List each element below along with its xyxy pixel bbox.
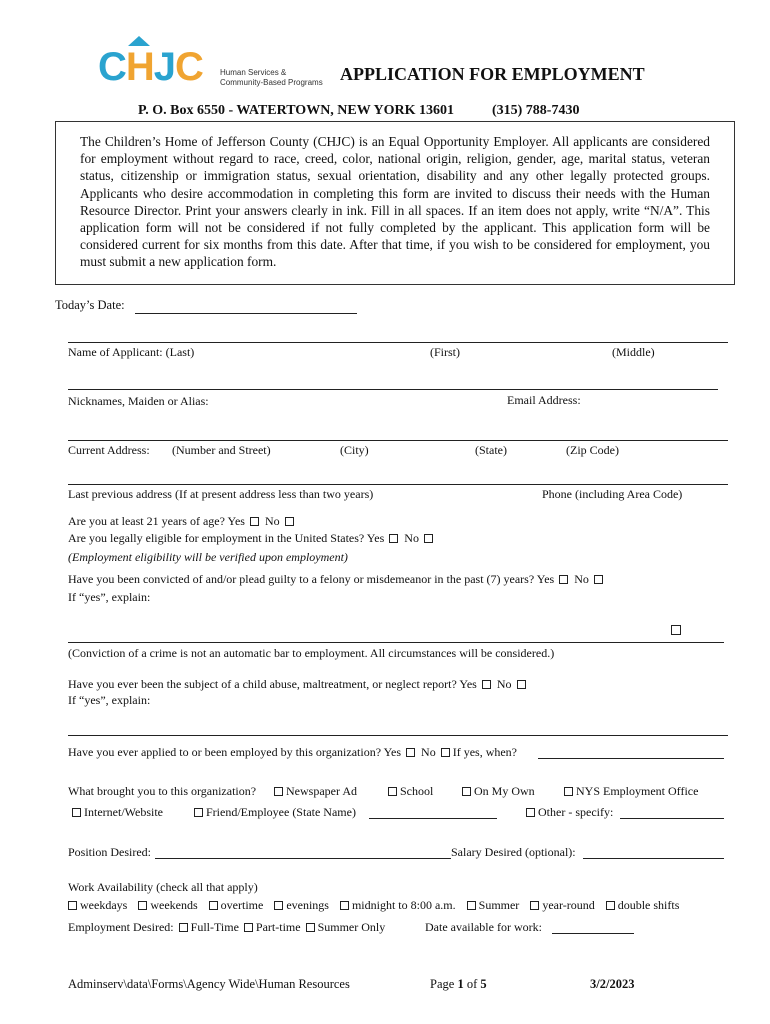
name-last-label: Name of Applicant: (Last) xyxy=(68,345,195,359)
part-time-checkbox[interactable] xyxy=(244,923,253,932)
eeo-notice: The Children’s Home of Jefferson County (CHJC) is an Equal Opportunity Employer. All applicants are considered for employment without regard to race, creed, color, national origin, religion, gender, age, marital status, veteran status, citizenship or immigration status, sexual orientation, disability and any other legally protected groups. Applicants who desire accommodation in completing this form are invited to discuss their needs with the Human Resource Director. Print your answers clearly in ink. Fill in all spaces. If an item does not apply, write “N/A”. This application form will not be considered if not fully completed by the applicant. This application form will be considered current for six months from this date. After that time, if you wish to be considered for employment, you must submit a new application form. xyxy=(55,121,735,285)
midnight-checkbox[interactable] xyxy=(340,901,349,910)
availability-label: Work Availability (check all that apply) xyxy=(68,880,258,894)
org-address: P. O. Box 6550 - WATERTOWN, NEW YORK 13601 xyxy=(138,103,454,118)
applied-question: Have you ever applied to or been employed by this organization? Yes No If yes, when? xyxy=(68,745,518,759)
opt-nys: NYS Employment Office xyxy=(562,784,698,799)
footer-path: Adminserv\data\Forms\Agency Wide\Human Resources xyxy=(68,977,350,991)
city-label: (City) xyxy=(340,443,369,457)
salary-field[interactable] xyxy=(583,858,724,859)
zip-label: (Zip Code) xyxy=(566,443,619,457)
email-label: Email Address: xyxy=(507,393,581,407)
full-time-checkbox[interactable] xyxy=(179,923,188,932)
year-round-checkbox[interactable] xyxy=(530,901,539,910)
logo-wordmark: CHJC xyxy=(98,45,203,89)
internet-checkbox[interactable] xyxy=(72,808,81,817)
felony-explain-field[interactable] xyxy=(68,642,724,643)
opt-own: On My Own xyxy=(460,784,535,799)
page-title: APPLICATION FOR EMPLOYMENT xyxy=(340,64,645,84)
referral-question: What brought you to this organization? xyxy=(68,784,257,798)
stray-checkbox[interactable] xyxy=(671,625,681,635)
on-my-own-checkbox[interactable] xyxy=(462,787,471,796)
summer-checkbox[interactable] xyxy=(467,901,476,910)
page-number: Page 1 of 5 xyxy=(430,977,487,991)
other-checkbox[interactable] xyxy=(526,808,535,817)
applied-when-field[interactable] xyxy=(538,758,724,759)
applied-no-checkbox[interactable] xyxy=(441,748,450,757)
salary-label: Salary Desired (optional): xyxy=(451,845,576,859)
name-first-label: (First) xyxy=(430,345,460,359)
footer-date: 3/2/2023 xyxy=(590,977,635,991)
friend-name-field[interactable] xyxy=(369,818,497,819)
school-checkbox[interactable] xyxy=(388,787,397,796)
age-yes-checkbox[interactable] xyxy=(250,517,259,526)
applied-yes-checkbox[interactable] xyxy=(406,748,415,757)
felony-yes-checkbox[interactable] xyxy=(559,575,568,584)
previous-address-label: Last previous address (If at present address less than two years) xyxy=(68,487,374,501)
double-shifts-checkbox[interactable] xyxy=(606,901,615,910)
logo-tagline: Human Services & Community-Based Programs xyxy=(220,68,323,87)
felony-question: Have you been convicted of and/or plead guilty to a felony or misdemeanor in the past (7) years? Yes No xyxy=(68,572,606,587)
weekdays-checkbox[interactable] xyxy=(68,901,77,910)
chjc-logo xyxy=(98,38,328,96)
org-phone: (315) 788-7430 xyxy=(491,103,580,118)
address-field-line[interactable] xyxy=(68,440,728,441)
abuse-explain-label: If “yes”, explain: xyxy=(68,693,151,707)
evenings-checkbox[interactable] xyxy=(274,901,283,910)
age-question: Are you at least 21 years of age? Yes No xyxy=(68,514,297,529)
opt-newspaper: Newspaper Ad xyxy=(272,784,357,799)
overtime-checkbox[interactable] xyxy=(209,901,218,910)
felony-explain-label: If “yes”, explain: xyxy=(68,590,151,604)
abuse-question: Have you ever been the subject of a child abuse, maltreatment, or neglect report? Yes No xyxy=(68,677,529,692)
name-middle-label: (Middle) xyxy=(612,345,655,359)
date-available-label: Date available for work: xyxy=(425,920,542,934)
state-label: (State) xyxy=(475,443,507,457)
other-specify-field[interactable] xyxy=(620,818,724,819)
todays-date-label: Today’s Date: xyxy=(55,298,125,312)
eligibility-no-checkbox[interactable] xyxy=(424,534,433,543)
summer-only-checkbox[interactable] xyxy=(306,923,315,932)
phone-label: Phone (including Area Code) xyxy=(542,487,683,501)
friend-checkbox[interactable] xyxy=(194,808,203,817)
opt-other: Other - specify: xyxy=(524,805,613,820)
eligibility-note: (Employment eligibility will be verified upon employment) xyxy=(68,550,348,564)
opt-friend: Friend/Employee (State Name) xyxy=(192,805,356,820)
current-address-label: Current Address: xyxy=(68,443,150,457)
abuse-yes-checkbox[interactable] xyxy=(482,680,491,689)
newspaper-checkbox[interactable] xyxy=(274,787,283,796)
todays-date-field[interactable] xyxy=(135,313,357,314)
availability-options: weekdays weekends overtime evenings midnight to 8:00 a.m. Summer year-round double shifts xyxy=(66,898,679,913)
opt-school: School xyxy=(386,784,433,799)
age-no-checkbox[interactable] xyxy=(285,517,294,526)
eligibility-yes-checkbox[interactable] xyxy=(389,534,398,543)
abuse-no-checkbox[interactable] xyxy=(517,680,526,689)
employment-desired: Employment Desired: Full-Time Part-time Summer Only xyxy=(68,920,386,934)
org-address-line xyxy=(138,103,579,119)
abuse-explain-field[interactable] xyxy=(68,735,728,736)
weekends-checkbox[interactable] xyxy=(138,901,147,910)
felony-no-checkbox[interactable] xyxy=(594,575,603,584)
name-field-line[interactable] xyxy=(68,342,728,343)
date-available-field[interactable] xyxy=(552,933,634,934)
position-label: Position Desired: xyxy=(68,845,151,859)
eligibility-question: Are you legally eligible for employment in the United States? Yes No xyxy=(68,531,436,546)
number-street-label: (Number and Street) xyxy=(172,443,271,457)
nicknames-label: Nicknames, Maiden or Alias: xyxy=(68,394,209,408)
previous-address-field-line[interactable] xyxy=(68,484,728,485)
position-field[interactable] xyxy=(155,858,451,859)
conviction-note: (Conviction of a crime is not an automatic bar to employment. All circumstances will be considered.) xyxy=(68,646,555,660)
nickname-field-line[interactable] xyxy=(68,389,718,390)
nys-office-checkbox[interactable] xyxy=(564,787,573,796)
opt-internet: Internet/Website xyxy=(70,805,163,820)
